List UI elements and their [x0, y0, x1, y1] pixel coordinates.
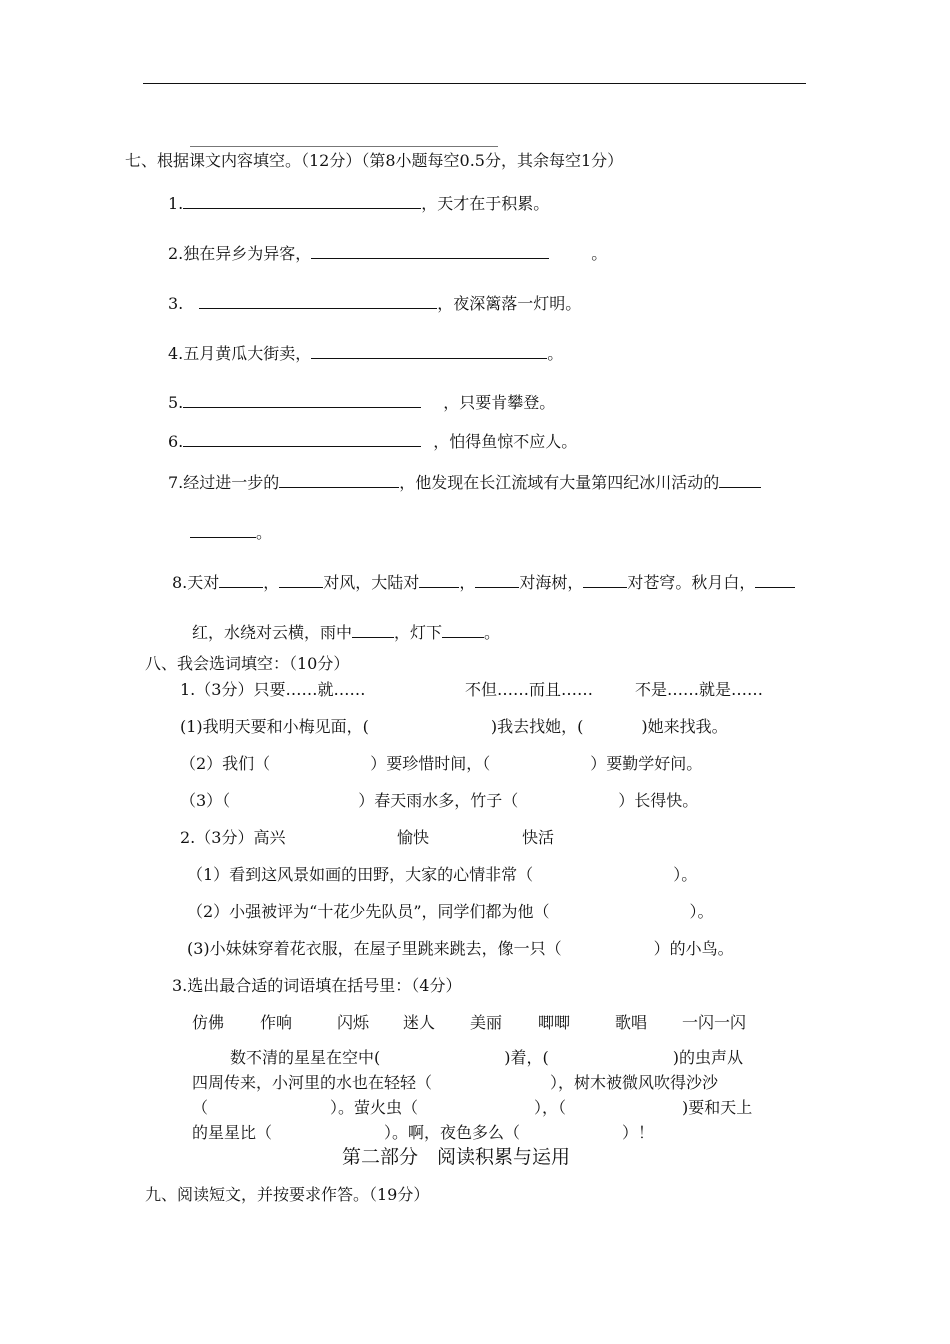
q7-text: 7.经过进一步的 — [168, 473, 280, 492]
p2-s1-a: （1）看到这风景如画的田野，大家的心情非常（ — [187, 865, 534, 884]
p1-s3 — [180, 790, 698, 812]
p3-header: 3.选出最合适的词语填在括号里：（4分） — [172, 976, 462, 995]
q4-end: 。 — [547, 344, 564, 363]
q1-text: ，天才在于积累。 — [421, 194, 550, 213]
p2-s2-b: ）。 — [689, 902, 714, 921]
p1-option-3: 不是……就是…… — [635, 680, 764, 699]
word-7: 歌唱 — [615, 1013, 648, 1032]
p2-header: 2.（3分）高兴 — [180, 828, 286, 847]
p1-header: 1.（3分）只要……就…… — [180, 680, 366, 699]
q7-blank-2[interactable] — [719, 469, 761, 488]
q8-blank-2[interactable] — [279, 569, 323, 588]
q5-text: ，只要肯攀登。 — [443, 393, 556, 412]
q4-blank[interactable] — [311, 340, 547, 359]
q8-text-1: 8.天对 — [172, 573, 220, 592]
q2-text: 2.独在异乡为异客， — [168, 244, 312, 263]
q8-text-3: 对风，大陆对 — [323, 573, 420, 592]
q8-text-2: ， — [263, 573, 280, 592]
p1-s1 — [180, 716, 728, 738]
q6-text: ，怕得鱼惊不应人。 — [433, 432, 578, 451]
p1-s3-a: （3）（ — [180, 791, 231, 810]
q7-line2 — [190, 519, 272, 544]
q7-blank-2-cont[interactable] — [190, 519, 256, 538]
q8-text-8: ，灯下 — [394, 623, 443, 642]
q7-end: 。 — [256, 523, 273, 542]
p3-l3-d: )要和天上 — [682, 1098, 753, 1117]
q1-num: 1. — [168, 194, 184, 213]
q2-line — [168, 240, 607, 265]
q8-line1 — [172, 569, 795, 594]
q1-line — [168, 190, 549, 215]
header-rule — [143, 83, 806, 84]
q8-text-5: 对海树， — [519, 573, 584, 592]
p3-l4-c: ）！ — [622, 1123, 655, 1142]
section9-title: 九、阅读短文，并按要求作答。（19分） — [145, 1185, 430, 1204]
word-5: 美丽 — [470, 1013, 503, 1032]
p3-l3-c: ），（ — [534, 1098, 567, 1117]
q6-blank[interactable] — [183, 428, 421, 447]
q8-blank-8[interactable] — [442, 619, 484, 638]
p3-l1-c: )的虫声从 — [672, 1048, 743, 1067]
q8-blank-5[interactable] — [583, 569, 627, 588]
p1-s1-b: )我去找她，( — [490, 717, 584, 736]
p2-s1-b: ）。 — [673, 865, 698, 884]
section8-title: 八、我会选词填空：（10分） — [145, 654, 350, 673]
p2-s2-a: （2）小强被评为“十花少先队员”，同学们都为他（ — [187, 902, 550, 921]
p3-line3 — [192, 1097, 752, 1119]
p3-line1 — [230, 1047, 743, 1069]
thin-rule — [190, 146, 498, 147]
q7-blank-1[interactable] — [279, 469, 399, 488]
p3-line2 — [192, 1072, 718, 1094]
q3-line — [168, 290, 581, 315]
q2-blank[interactable] — [311, 240, 549, 259]
q5-blank[interactable] — [183, 389, 421, 408]
p2-option-3: 快活 — [522, 828, 555, 847]
p1-s2 — [180, 753, 702, 775]
p1-s2-b: ）要珍惜时间，（ — [370, 754, 491, 773]
q5-line — [168, 389, 555, 414]
q6-num: 6. — [168, 432, 184, 451]
q8-text-7: 红，水绕对云横，雨中 — [192, 623, 353, 642]
q6-line — [168, 428, 577, 453]
q8-blank-3[interactable] — [419, 569, 459, 588]
p2-s3 — [187, 938, 734, 960]
word-8: 一闪一闪 — [682, 1013, 747, 1032]
q8-blank-6[interactable] — [755, 569, 795, 588]
p2-s3-a: (3)小妹妹穿着花衣服，在屋子里跳来跳去，像一只（ — [187, 939, 562, 958]
q8-blank-7[interactable] — [352, 619, 394, 638]
q8-line2 — [192, 619, 500, 644]
p2-s3-b: ）的小鸟。 — [653, 939, 734, 958]
q8-text-6: 对苍穹。秋月白， — [627, 573, 756, 592]
p2-s2 — [187, 901, 714, 923]
q2-end: 。 — [591, 244, 608, 263]
word-1: 仿佛 — [192, 1013, 225, 1032]
p1-s3-b: ）春天雨水多，竹子（ — [358, 791, 519, 810]
q4-line — [168, 340, 563, 365]
q3-text: ，夜深篱落一灯明。 — [437, 294, 582, 313]
p3-l3-b: ）。萤火虫（ — [330, 1098, 419, 1117]
p3-line4 — [192, 1122, 654, 1144]
p1-s1-a: (1)我明天要和小梅见面，( — [180, 717, 369, 736]
p1-option-2: 不但……而且…… — [465, 680, 594, 699]
p3-l4-a: 的星星比（ — [192, 1123, 273, 1142]
q8-blank-1[interactable] — [219, 569, 263, 588]
q3-blank[interactable] — [199, 290, 437, 309]
q7-line — [168, 469, 761, 494]
p3-l3-a: （ — [192, 1098, 209, 1117]
p1-s2-c: ）要勤学好问。 — [590, 754, 703, 773]
q5-num: 5. — [168, 393, 184, 412]
q3-num: 3. — [168, 294, 184, 313]
p3-l2-b: ），树木被微风吹得沙沙 — [550, 1073, 719, 1092]
q7-middle: ，他发现在长江流域有大量第四纪冰川活动的 — [399, 473, 720, 492]
p1-s2-a: （2）我们（ — [180, 754, 271, 773]
p1-s1-c: )她来找我。 — [641, 717, 728, 736]
q8-text-4: ， — [459, 573, 476, 592]
q1-blank[interactable] — [183, 190, 421, 209]
q8-text-9: 。 — [484, 623, 501, 642]
section7-title: 七、根据课文内容填空。（12分）（第8小题每空0.5分，其余每空1分） — [125, 151, 624, 170]
p3-l1-b: )着，( — [504, 1048, 549, 1067]
p2-s1 — [187, 864, 697, 886]
p3-l2-a: 四周传来，小河里的水也在轻轻（ — [192, 1073, 433, 1092]
p3-l4-b: ）。啊，夜色多么（ — [384, 1123, 521, 1142]
p3-l1-a: 数不清的星星在空中( — [230, 1048, 381, 1067]
part2-title: 第二部分 阅读积累与运用 — [342, 1146, 571, 1168]
q4-text: 4.五月黄瓜大街卖， — [168, 344, 312, 363]
word-2: 作响 — [260, 1013, 293, 1032]
p1-s3-c: ）长得快。 — [618, 791, 699, 810]
word-3: 闪烁 — [337, 1013, 370, 1032]
q8-blank-4[interactable] — [475, 569, 519, 588]
word-4: 迷人 — [403, 1013, 436, 1032]
word-6: 唧唧 — [538, 1013, 571, 1032]
p2-option-2: 愉快 — [397, 828, 430, 847]
